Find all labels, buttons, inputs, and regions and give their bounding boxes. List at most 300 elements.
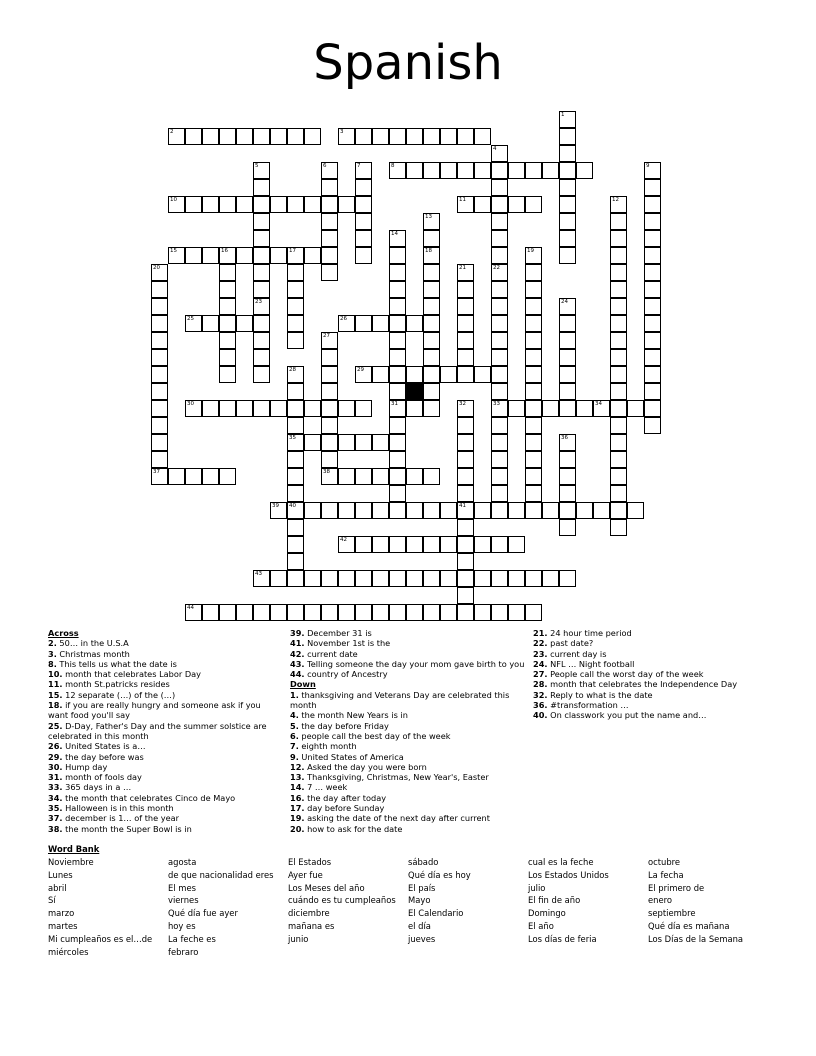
grid-cell[interactable]: [151, 383, 168, 400]
grid-cell[interactable]: [491, 332, 508, 349]
grid-cell[interactable]: [457, 553, 474, 570]
grid-cell[interactable]: [457, 332, 474, 349]
grid-cell[interactable]: [457, 570, 474, 587]
grid-cell[interactable]: [423, 383, 440, 400]
grid-cell[interactable]: [338, 434, 355, 451]
grid-cell[interactable]: [559, 230, 576, 247]
grid-cell[interactable]: [355, 213, 372, 230]
grid-cell[interactable]: [321, 349, 338, 366]
grid-cell[interactable]: [610, 434, 627, 451]
grid-cell[interactable]: [627, 400, 644, 417]
grid-cell[interactable]: [559, 400, 576, 417]
grid-cell[interactable]: [542, 502, 559, 519]
grid-cell[interactable]: [491, 485, 508, 502]
grid-cell[interactable]: [287, 570, 304, 587]
grid-cell[interactable]: [219, 298, 236, 315]
grid-cell[interactable]: [457, 468, 474, 485]
grid-cell[interactable]: [508, 196, 525, 213]
grid-cell[interactable]: [253, 349, 270, 366]
grid-cell[interactable]: [457, 281, 474, 298]
grid-cell[interactable]: [440, 502, 457, 519]
grid-cell[interactable]: [644, 230, 661, 247]
grid-cell[interactable]: [559, 247, 576, 264]
grid-cell[interactable]: [321, 451, 338, 468]
grid-cell[interactable]: [525, 451, 542, 468]
grid-cell[interactable]: [508, 604, 525, 621]
grid-cell[interactable]: [338, 196, 355, 213]
grid-cell[interactable]: [219, 315, 236, 332]
grid-cell[interactable]: [559, 111, 576, 128]
grid-cell[interactable]: [236, 400, 253, 417]
grid-cell[interactable]: [406, 604, 423, 621]
grid-cell[interactable]: [219, 604, 236, 621]
grid-cell[interactable]: [491, 264, 508, 281]
grid-cell[interactable]: [474, 162, 491, 179]
grid-cell[interactable]: [644, 213, 661, 230]
grid-cell[interactable]: [406, 570, 423, 587]
grid-cell[interactable]: [253, 570, 270, 587]
grid-cell[interactable]: [644, 332, 661, 349]
grid-cell[interactable]: [406, 502, 423, 519]
grid-cell[interactable]: [389, 536, 406, 553]
grid-cell[interactable]: [525, 604, 542, 621]
grid-cell[interactable]: [457, 128, 474, 145]
grid-cell[interactable]: [389, 298, 406, 315]
grid-cell[interactable]: [355, 366, 372, 383]
grid-cell[interactable]: [627, 502, 644, 519]
grid-cell[interactable]: [389, 383, 406, 400]
grid-cell[interactable]: [423, 400, 440, 417]
grid-cell[interactable]: [525, 298, 542, 315]
grid-cell[interactable]: [151, 298, 168, 315]
grid-cell[interactable]: [185, 196, 202, 213]
grid-cell[interactable]: [321, 502, 338, 519]
grid-cell[interactable]: [525, 570, 542, 587]
grid-cell[interactable]: [525, 349, 542, 366]
grid-cell[interactable]: [457, 536, 474, 553]
grid-cell[interactable]: [253, 604, 270, 621]
grid-cell[interactable]: [219, 468, 236, 485]
grid-cell[interactable]: [542, 162, 559, 179]
grid-cell[interactable]: [474, 196, 491, 213]
grid-cell[interactable]: [287, 400, 304, 417]
grid-cell[interactable]: [287, 417, 304, 434]
grid-cell[interactable]: [593, 502, 610, 519]
grid-cell[interactable]: [525, 281, 542, 298]
grid-cell[interactable]: [406, 468, 423, 485]
grid-cell[interactable]: [304, 502, 321, 519]
grid-cell[interactable]: [559, 179, 576, 196]
grid-cell[interactable]: [440, 128, 457, 145]
grid-cell[interactable]: [287, 196, 304, 213]
grid-cell[interactable]: [559, 451, 576, 468]
grid-cell[interactable]: [355, 604, 372, 621]
grid-cell[interactable]: [287, 604, 304, 621]
grid-cell[interactable]: [321, 417, 338, 434]
grid-cell[interactable]: [610, 298, 627, 315]
grid-cell[interactable]: [202, 400, 219, 417]
grid-cell[interactable]: [287, 247, 304, 264]
grid-cell[interactable]: [559, 485, 576, 502]
grid-cell[interactable]: [287, 332, 304, 349]
grid-cell[interactable]: [253, 128, 270, 145]
grid-cell[interactable]: [270, 247, 287, 264]
grid-cell[interactable]: [423, 570, 440, 587]
grid-cell[interactable]: [576, 502, 593, 519]
grid-cell[interactable]: [253, 247, 270, 264]
grid-cell[interactable]: [389, 230, 406, 247]
grid-cell[interactable]: [321, 400, 338, 417]
grid-cell[interactable]: [236, 604, 253, 621]
grid-cell[interactable]: [389, 485, 406, 502]
grid-cell[interactable]: [355, 502, 372, 519]
grid-cell[interactable]: [389, 247, 406, 264]
grid-cell[interactable]: [151, 434, 168, 451]
grid-cell[interactable]: [457, 315, 474, 332]
grid-cell[interactable]: [491, 400, 508, 417]
grid-cell[interactable]: [372, 468, 389, 485]
grid-cell[interactable]: [508, 400, 525, 417]
grid-cell[interactable]: [440, 162, 457, 179]
grid-cell[interactable]: [491, 247, 508, 264]
grid-cell[interactable]: [491, 468, 508, 485]
grid-cell[interactable]: [457, 519, 474, 536]
grid-cell[interactable]: [355, 570, 372, 587]
grid-cell[interactable]: [355, 468, 372, 485]
grid-cell[interactable]: [389, 264, 406, 281]
grid-cell[interactable]: [474, 366, 491, 383]
grid-cell[interactable]: [559, 196, 576, 213]
grid-cell[interactable]: [491, 315, 508, 332]
grid-cell[interactable]: [457, 417, 474, 434]
grid-cell[interactable]: [576, 400, 593, 417]
grid-cell[interactable]: [168, 196, 185, 213]
grid-cell[interactable]: [491, 162, 508, 179]
grid-cell[interactable]: [389, 332, 406, 349]
grid-cell[interactable]: [491, 196, 508, 213]
grid-cell[interactable]: [610, 519, 627, 536]
grid-cell[interactable]: [338, 468, 355, 485]
grid-cell[interactable]: [321, 213, 338, 230]
grid-cell[interactable]: [457, 502, 474, 519]
grid-cell[interactable]: [610, 485, 627, 502]
grid-cell[interactable]: [270, 400, 287, 417]
grid-cell[interactable]: [610, 502, 627, 519]
grid-cell[interactable]: [610, 366, 627, 383]
grid-cell[interactable]: [236, 247, 253, 264]
grid-cell[interactable]: [610, 281, 627, 298]
grid-cell[interactable]: [304, 247, 321, 264]
grid-cell[interactable]: [202, 247, 219, 264]
grid-cell[interactable]: [389, 128, 406, 145]
grid-cell[interactable]: [559, 366, 576, 383]
grid-cell[interactable]: [423, 264, 440, 281]
grid-cell[interactable]: [491, 179, 508, 196]
grid-cell[interactable]: [219, 264, 236, 281]
grid-cell[interactable]: [202, 128, 219, 145]
grid-cell[interactable]: [644, 366, 661, 383]
grid-cell[interactable]: [525, 264, 542, 281]
grid-cell[interactable]: [525, 468, 542, 485]
grid-cell[interactable]: [525, 196, 542, 213]
grid-cell[interactable]: [491, 213, 508, 230]
grid-cell[interactable]: [253, 281, 270, 298]
grid-cell[interactable]: [491, 349, 508, 366]
grid-cell[interactable]: [423, 213, 440, 230]
grid-cell[interactable]: [610, 400, 627, 417]
grid-cell[interactable]: [440, 570, 457, 587]
grid-cell[interactable]: [338, 604, 355, 621]
grid-cell[interactable]: [576, 162, 593, 179]
grid-cell[interactable]: [168, 128, 185, 145]
grid-cell[interactable]: [423, 315, 440, 332]
grid-cell[interactable]: [610, 315, 627, 332]
grid-cell[interactable]: [525, 247, 542, 264]
grid-cell[interactable]: [457, 587, 474, 604]
grid-cell[interactable]: [185, 604, 202, 621]
grid-cell[interactable]: [559, 468, 576, 485]
grid-cell[interactable]: [168, 468, 185, 485]
grid-cell[interactable]: [287, 315, 304, 332]
grid-cell[interactable]: [219, 400, 236, 417]
grid-cell[interactable]: [389, 366, 406, 383]
grid-cell[interactable]: [151, 468, 168, 485]
grid-cell[interactable]: [389, 468, 406, 485]
grid-cell[interactable]: [644, 349, 661, 366]
grid-cell[interactable]: [236, 128, 253, 145]
grid-cell[interactable]: [457, 264, 474, 281]
grid-cell[interactable]: [644, 400, 661, 417]
grid-cell[interactable]: [389, 162, 406, 179]
grid-cell[interactable]: [593, 400, 610, 417]
grid-cell[interactable]: [491, 604, 508, 621]
grid-cell[interactable]: [355, 434, 372, 451]
grid-cell[interactable]: [219, 247, 236, 264]
grid-cell[interactable]: [270, 502, 287, 519]
grid-cell[interactable]: [287, 264, 304, 281]
grid-cell[interactable]: [644, 298, 661, 315]
grid-cell[interactable]: [253, 332, 270, 349]
grid-cell[interactable]: [474, 128, 491, 145]
grid-cell[interactable]: [321, 230, 338, 247]
grid-cell[interactable]: [389, 502, 406, 519]
grid-cell[interactable]: [304, 434, 321, 451]
grid-cell[interactable]: [287, 281, 304, 298]
grid-cell[interactable]: [491, 366, 508, 383]
grid-cell[interactable]: [287, 536, 304, 553]
grid-cell[interactable]: [406, 536, 423, 553]
grid-cell[interactable]: [610, 196, 627, 213]
grid-cell[interactable]: [525, 417, 542, 434]
grid-cell[interactable]: [491, 281, 508, 298]
grid-cell[interactable]: [423, 502, 440, 519]
grid-cell[interactable]: [525, 434, 542, 451]
grid-cell[interactable]: [491, 230, 508, 247]
grid-cell[interactable]: [202, 315, 219, 332]
grid-cell[interactable]: [491, 417, 508, 434]
grid-cell[interactable]: [219, 366, 236, 383]
grid-cell[interactable]: [151, 400, 168, 417]
grid-cell[interactable]: [644, 417, 661, 434]
grid-cell[interactable]: [457, 349, 474, 366]
grid-cell[interactable]: [389, 400, 406, 417]
grid-cell[interactable]: [423, 298, 440, 315]
grid-cell[interactable]: [185, 315, 202, 332]
grid-cell[interactable]: [372, 502, 389, 519]
grid-cell[interactable]: [440, 366, 457, 383]
grid-cell[interactable]: [338, 502, 355, 519]
grid-cell[interactable]: [321, 383, 338, 400]
grid-cell[interactable]: [491, 298, 508, 315]
grid-cell[interactable]: [372, 570, 389, 587]
grid-cell[interactable]: [321, 162, 338, 179]
grid-cell[interactable]: [525, 383, 542, 400]
grid-cell[interactable]: [304, 196, 321, 213]
grid-cell[interactable]: [389, 349, 406, 366]
grid-cell[interactable]: [610, 451, 627, 468]
grid-cell[interactable]: [389, 451, 406, 468]
grid-cell[interactable]: [423, 230, 440, 247]
grid-cell[interactable]: [253, 264, 270, 281]
grid-cell[interactable]: [491, 434, 508, 451]
grid-cell[interactable]: [610, 383, 627, 400]
grid-cell[interactable]: [559, 570, 576, 587]
grid-cell[interactable]: [644, 264, 661, 281]
grid-cell[interactable]: [151, 451, 168, 468]
grid-cell[interactable]: [474, 570, 491, 587]
grid-cell[interactable]: [304, 570, 321, 587]
grid-cell[interactable]: [423, 366, 440, 383]
grid-cell[interactable]: [423, 128, 440, 145]
grid-cell[interactable]: [185, 400, 202, 417]
grid-cell[interactable]: [559, 298, 576, 315]
grid-cell[interactable]: [321, 468, 338, 485]
grid-cell[interactable]: [355, 247, 372, 264]
grid-cell[interactable]: [559, 349, 576, 366]
grid-cell[interactable]: [321, 196, 338, 213]
grid-cell[interactable]: [338, 570, 355, 587]
grid-cell[interactable]: [423, 247, 440, 264]
grid-cell[interactable]: [389, 570, 406, 587]
grid-cell[interactable]: [559, 162, 576, 179]
grid-cell[interactable]: [491, 383, 508, 400]
grid-cell[interactable]: [644, 315, 661, 332]
grid-cell[interactable]: [406, 400, 423, 417]
grid-cell[interactable]: [253, 315, 270, 332]
grid-cell[interactable]: [457, 451, 474, 468]
grid-cell[interactable]: [355, 315, 372, 332]
grid-cell[interactable]: [644, 196, 661, 213]
grid-cell[interactable]: [542, 400, 559, 417]
grid-cell[interactable]: [559, 213, 576, 230]
grid-cell[interactable]: [321, 604, 338, 621]
grid-cell[interactable]: [644, 179, 661, 196]
grid-cell[interactable]: [355, 196, 372, 213]
grid-cell[interactable]: [287, 451, 304, 468]
grid-cell[interactable]: [423, 162, 440, 179]
grid-cell[interactable]: [389, 417, 406, 434]
grid-cell[interactable]: [457, 196, 474, 213]
grid-cell[interactable]: [372, 128, 389, 145]
grid-cell[interactable]: [270, 604, 287, 621]
grid-cell[interactable]: [219, 281, 236, 298]
grid-cell[interactable]: [457, 400, 474, 417]
grid-cell[interactable]: [440, 604, 457, 621]
grid-cell[interactable]: [559, 519, 576, 536]
grid-cell[interactable]: [253, 179, 270, 196]
grid-cell[interactable]: [304, 128, 321, 145]
grid-cell[interactable]: [525, 332, 542, 349]
grid-cell[interactable]: [508, 570, 525, 587]
grid-cell[interactable]: [525, 502, 542, 519]
grid-cell[interactable]: [491, 502, 508, 519]
grid-cell[interactable]: [457, 366, 474, 383]
grid-cell[interactable]: [372, 315, 389, 332]
grid-cell[interactable]: [151, 332, 168, 349]
grid-cell[interactable]: [559, 332, 576, 349]
grid-cell[interactable]: [423, 281, 440, 298]
grid-cell[interactable]: [525, 485, 542, 502]
grid-cell[interactable]: [372, 604, 389, 621]
grid-cell[interactable]: [304, 604, 321, 621]
grid-cell[interactable]: [644, 383, 661, 400]
grid-cell[interactable]: [525, 162, 542, 179]
grid-cell[interactable]: [406, 315, 423, 332]
grid-cell[interactable]: [610, 230, 627, 247]
grid-cell[interactable]: [423, 536, 440, 553]
grid-cell[interactable]: [491, 145, 508, 162]
grid-cell[interactable]: [202, 468, 219, 485]
grid-cell[interactable]: [202, 604, 219, 621]
grid-cell[interactable]: [236, 196, 253, 213]
grid-cell[interactable]: [270, 128, 287, 145]
grid-cell[interactable]: [321, 179, 338, 196]
grid-cell[interactable]: [559, 434, 576, 451]
grid-cell[interactable]: [151, 315, 168, 332]
grid-cell[interactable]: [321, 247, 338, 264]
grid-cell[interactable]: [287, 298, 304, 315]
grid-cell[interactable]: [321, 570, 338, 587]
grid-cell[interactable]: [457, 298, 474, 315]
grid-cell[interactable]: [389, 315, 406, 332]
grid-cell[interactable]: [559, 145, 576, 162]
grid-cell[interactable]: [338, 400, 355, 417]
grid-cell[interactable]: [253, 230, 270, 247]
grid-cell[interactable]: [253, 196, 270, 213]
grid-cell[interactable]: [525, 315, 542, 332]
grid-cell[interactable]: [542, 570, 559, 587]
grid-cell[interactable]: [321, 434, 338, 451]
grid-cell[interactable]: [287, 434, 304, 451]
grid-cell[interactable]: [355, 536, 372, 553]
grid-cell[interactable]: [610, 468, 627, 485]
grid-cell[interactable]: [219, 332, 236, 349]
grid-cell[interactable]: [389, 604, 406, 621]
grid-cell[interactable]: [304, 400, 321, 417]
grid-cell[interactable]: [610, 332, 627, 349]
grid-cell[interactable]: [151, 417, 168, 434]
grid-cell[interactable]: [644, 162, 661, 179]
grid-cell[interactable]: [253, 400, 270, 417]
grid-cell[interactable]: [508, 502, 525, 519]
grid-cell[interactable]: [185, 247, 202, 264]
grid-cell[interactable]: [406, 366, 423, 383]
grid-cell[interactable]: [151, 264, 168, 281]
grid-cell[interactable]: [457, 604, 474, 621]
grid-cell[interactable]: [525, 366, 542, 383]
grid-cell[interactable]: [423, 604, 440, 621]
grid-cell[interactable]: [287, 128, 304, 145]
